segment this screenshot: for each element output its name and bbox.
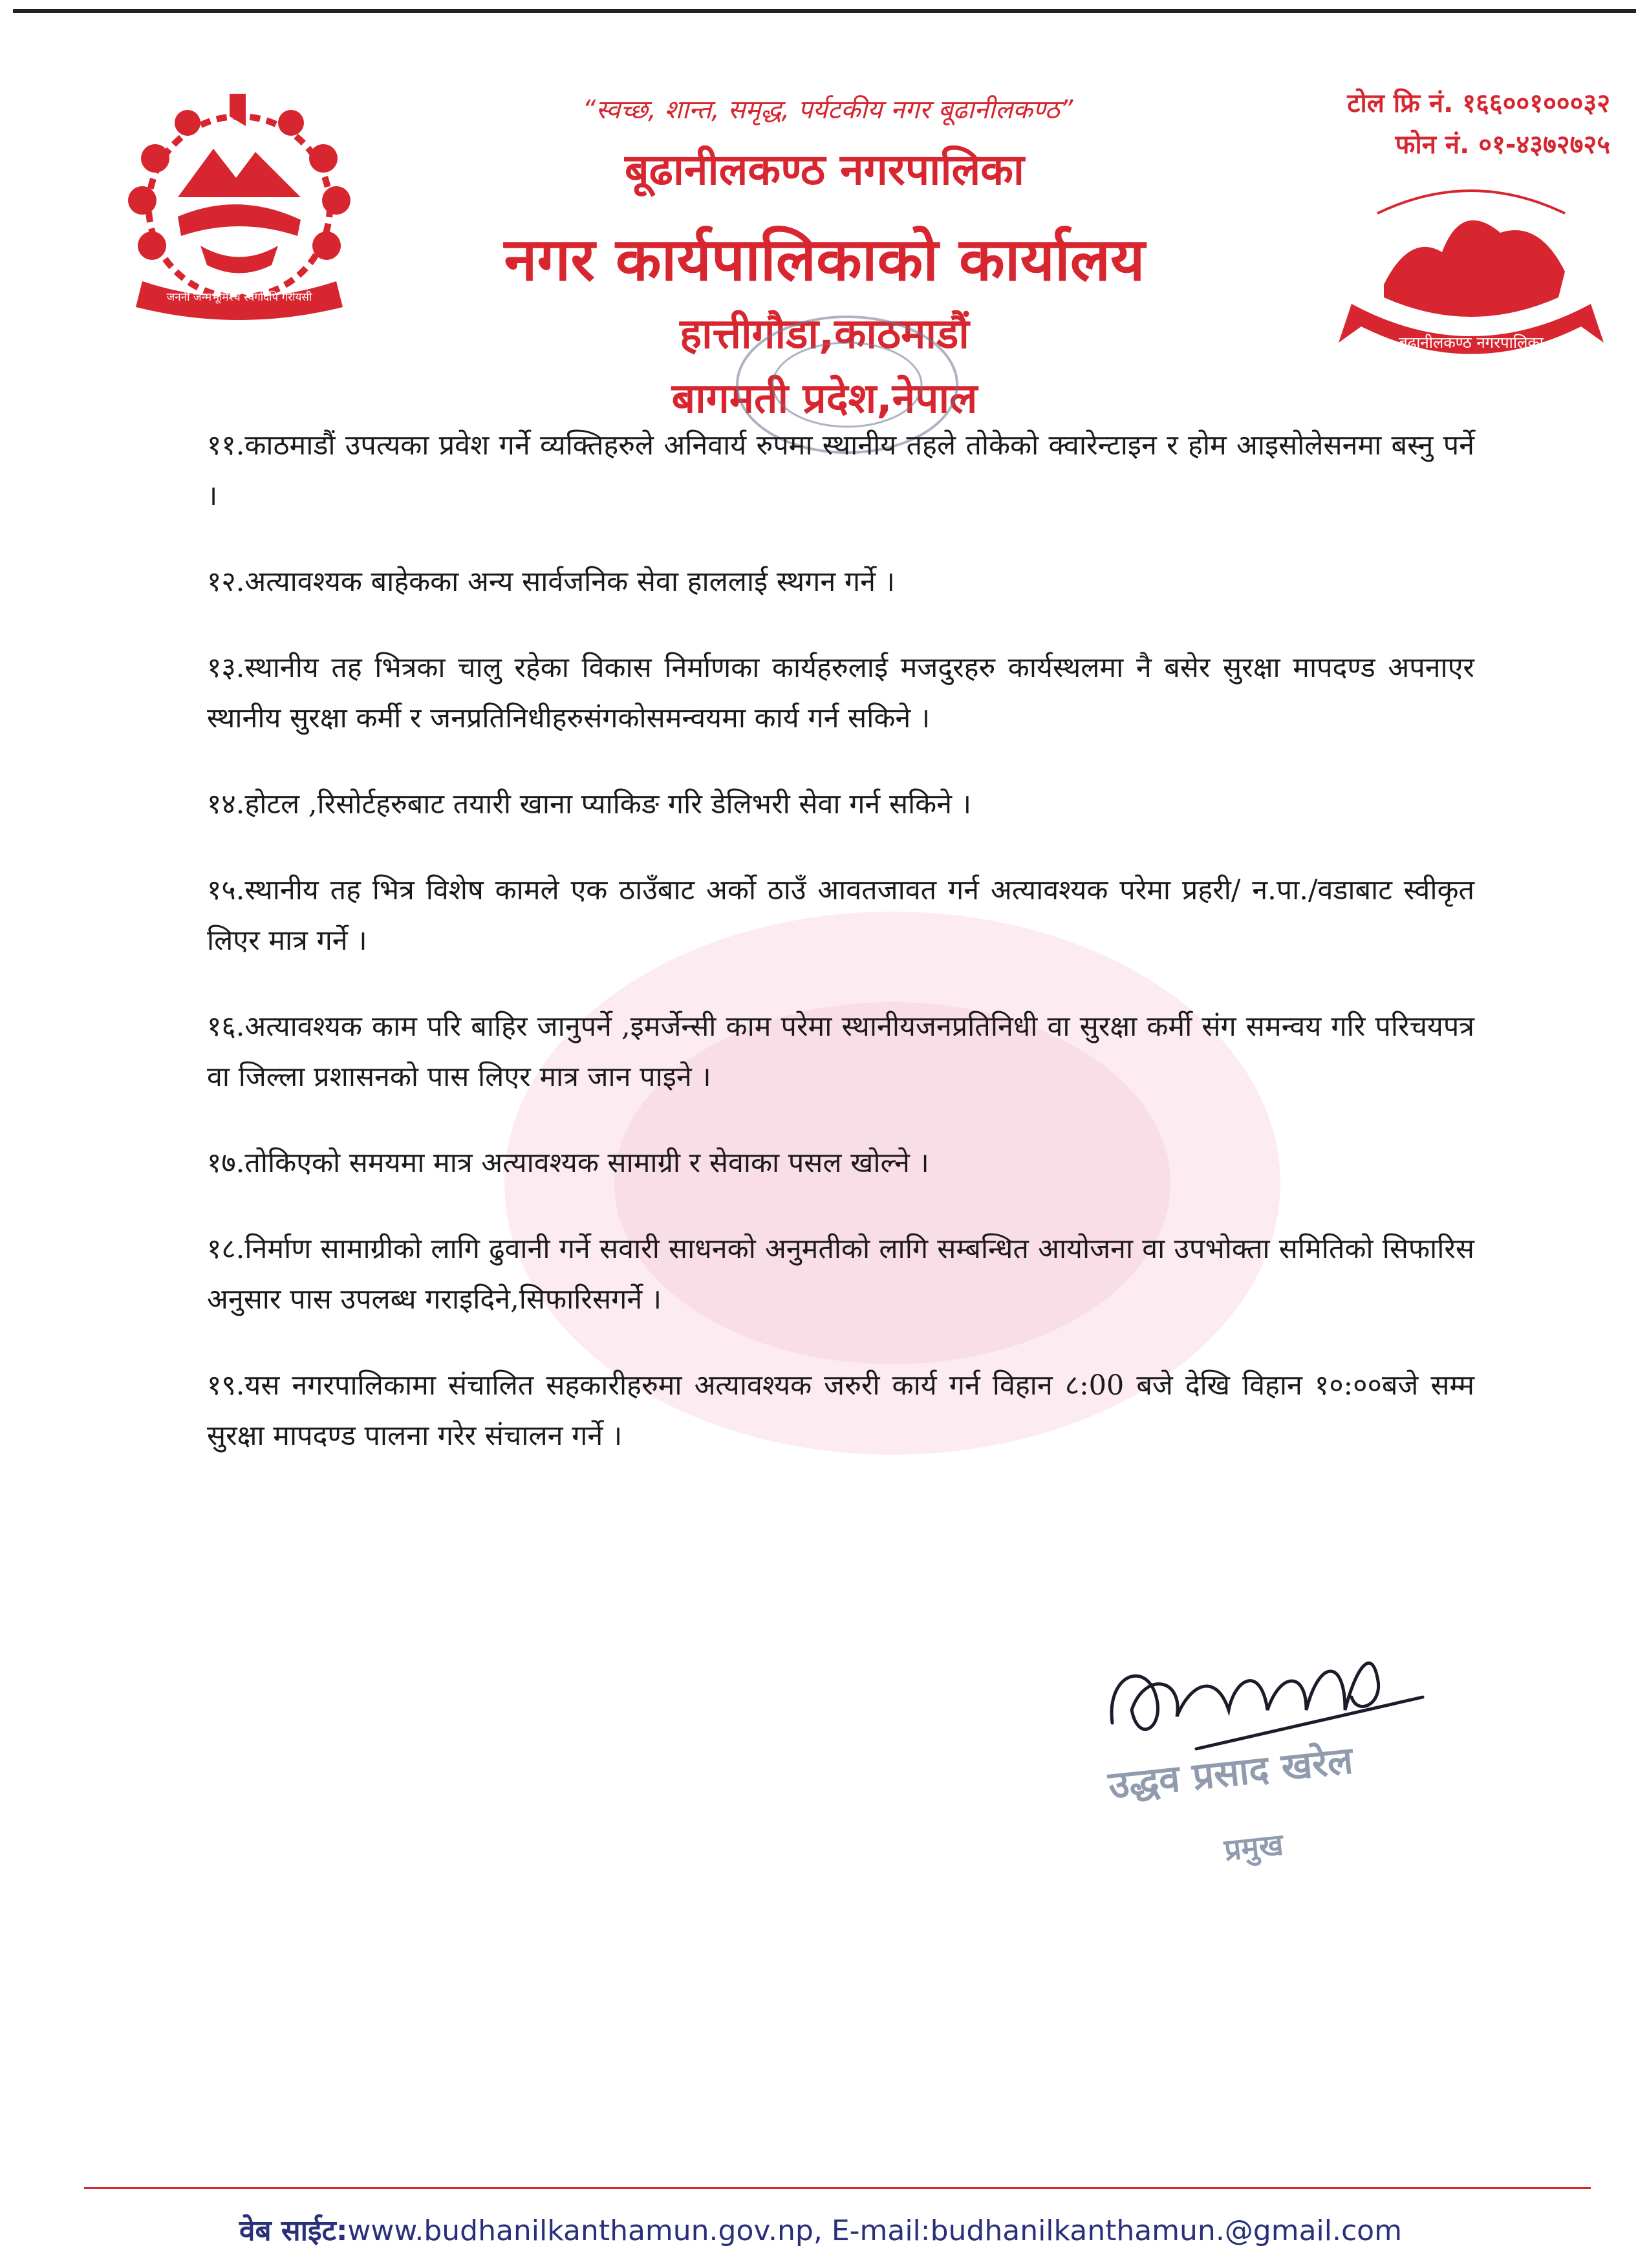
clause-14: १४.होटल ,रिसोर्टहरुबाट तयारी खाना प्याकिङ गरि डेलिभरी सेवा गर्न सकिने ।	[207, 788, 972, 820]
slogan: “स्वच्छ, शान्त, समृद्ध, पर्यटकीय नगर बूढानीलकण्ठ”	[582, 95, 1073, 125]
contact-block	[1347, 83, 1610, 166]
province-line: बागमती प्रदेश,नेपाल	[671, 375, 978, 423]
website-link[interactable]: www.budhanilkanthamun.gov.np,	[347, 2214, 823, 2247]
clause-16: १६.अत्यावश्यक काम परि बाहिर जानुपर्ने ,इमर्जेन्सी काम परेमा स्थानीयजनप्रतिनिधी वा सुरक्षा कर्मी संग समन्वय गरि परिचयपत्र वा जिल्ला प्रशासनको पास लिएर मात्र जान पाइने ।	[207, 1011, 1474, 1093]
clause-list	[207, 420, 1474, 1497]
clause-15: १५.स्थानीय तह भित्र विशेष कामले एक ठाउँबाट अर्को ठाउँ आवतजावत गर्न अत्यावश्यक परेमा प्रहरी/ न.पा./वडाबाट स्वीकृत लिएर मात्र गर्ने ।	[207, 874, 1474, 957]
email-label: E-mail:	[831, 2214, 931, 2247]
email-link[interactable]: budhanilkanthamun.@gmail.com	[930, 2214, 1402, 2247]
emblem-motto: जननी जन्मभूमिश्च स्वर्गादपि गरीयसी	[166, 291, 312, 304]
signer-title-stamp: प्रमुख	[1222, 1826, 1285, 1868]
toll-free-number: टोल फ्रि नं. १६६००१०००३२	[1347, 89, 1610, 118]
office-title: नगर कार्यपालिकाको कार्यालय	[504, 225, 1145, 294]
top-border	[13, 9, 1636, 13]
website-label: वेब साईट:	[239, 2214, 348, 2247]
footer-contact	[239, 2210, 1402, 2249]
municipality-name: बूढानीलकण्ठ नगरपालिका	[624, 145, 1025, 195]
clause-18: १८.निर्माण सामाग्रीको लागि ढुवानी गर्ने सवारी साधनको अनुमतीको लागि सम्बन्धित आयोजना वा उपभोक्ता समितिको सिफारिस अनुसार पास उपलब्ध गराइदिने,सिफारिसगर्ने ।	[207, 1233, 1474, 1316]
clause-17: १७.तोकिएको समयमा मात्र अत्यावश्यक सामाग्री र सेवाका पसल खोल्ने ।	[207, 1147, 929, 1179]
clause-19: १९.यस नगरपालिकामा संचालित सहकारीहरुमा अत्यावश्यक जरुरी कार्य गर्न विहान ८:00 बजे देखि विहान १०:००बजे सम्म सुरक्षा मापदण्ड पालना गरेर संचालन गर्ने ।	[207, 1369, 1474, 1452]
signer-name-stamp: उद्धव प्रसाद खरेल	[1106, 1738, 1355, 1808]
clause-13: १३.स्थानीय तह भित्रका चालु रहेका विकास निर्माणका कार्यहरुलाई मजदुरहरु कार्यस्थलमा नै बसेर सुरक्षा मापदण्ड अपनाएर स्थानीय सुरक्षा कर्मी र जनप्रतिनिधीहरुसंगकोसमन्वयमा कार्य गर्न सकिने ।	[207, 652, 1474, 734]
phone-number: फोन नं. ०१-४३७२७२५	[1395, 130, 1610, 160]
clause-12: १२.अत्यावश्यक बाहेकका अन्य सार्वजनिक सेवा हाललाई स्थगन गर्ने ।	[207, 566, 895, 598]
office-address: हात्तीगौडा,काठमाडौं	[680, 310, 969, 358]
clause-11: ११.काठमाडौं उपत्यका प्रवेश गर्ने व्यक्तिहरुले अनिवार्य रुपमा स्थानीय तहले तोकेको क्वारेन्टाइन र होम आइसोलेसनमा बस्नु पर्ने ।	[207, 429, 1474, 512]
footer-divider	[84, 2187, 1591, 2189]
logo-text: बूढानीलकण्ठ नगरपालिका	[1398, 334, 1544, 352]
